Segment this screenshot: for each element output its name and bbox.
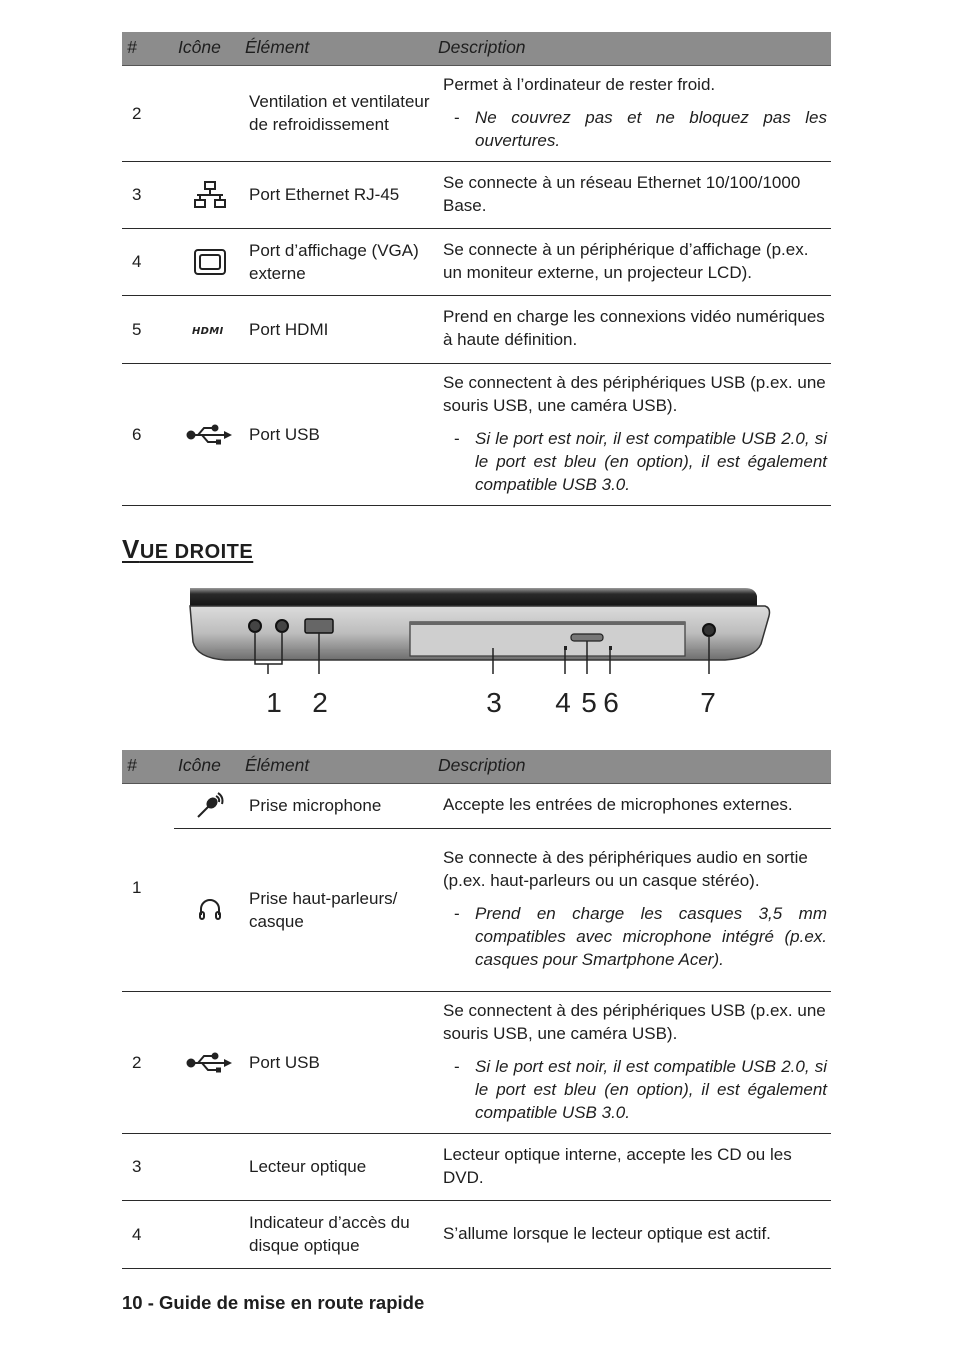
description-text: S’allume lorsque le lecteur optique est actif. [443,1223,771,1243]
row-icon [174,783,245,828]
row-description [438,1200,831,1268]
row-number: 3 [122,161,174,228]
row-number: 3 [122,1133,174,1200]
row-icon [174,295,245,363]
row-element: Port Ethernet RJ-45 [245,161,438,228]
table-row [122,991,831,1133]
callout-4: 4 [555,687,571,718]
row-description [438,828,831,991]
row-description [438,228,831,295]
description-note: - Si le port est noir, il est compatible USB 2.0, si le port est bleu (en option), il est également compatible USB 3.0. [454,428,827,494]
row-description [438,65,831,161]
page-footer: 10 - Guide de mise en route rapide [122,1292,425,1313]
laptop-right-side-figure [185,582,775,722]
table-row [122,295,831,363]
table-header-row [122,750,831,783]
callout-numbers [266,687,716,718]
description-text: Se connectent à des périphériques USB (p.ex. une souris USB, une caméra USB). [443,1000,826,1043]
description-note: - Ne couvrez pas et ne bloquez pas les ouvertures. [454,107,827,150]
description-text: Prend en charge les connexions vidéo numériques à haute définition. [443,307,825,349]
row-element: Port HDMI [245,295,438,363]
svg-text:HDMI: HDMI [191,326,224,337]
row-element: Port d’affichage (VGA) externe [245,228,438,295]
usb-icon [186,1052,234,1074]
row-icon [174,991,245,1133]
row-element: Lecteur optique [245,1133,438,1200]
description-text: Se connecte à un réseau Ethernet 10/100/1000 Base. [443,172,801,215]
header-description: Description [438,32,831,65]
row-description [438,1133,831,1200]
note-text: Ne couvrez pas et ne bloquez pas les ouvertures. [475,107,827,150]
row-number: 5 [122,295,174,363]
table-row [122,828,831,991]
row-element: Indicateur d’accès du disque optique [245,1200,438,1268]
row-description [438,991,831,1133]
callout-7: 7 [700,687,716,718]
note-text: Prend en charge les casques 3,5 mm compatibles avec microphone intégré (p.ex. casques pour Smartphone Acer). [475,904,827,969]
row-number: 1 [122,783,174,991]
table-row [122,363,831,505]
row-icon [174,228,245,295]
table-row [122,228,831,295]
row-number: 4 [122,228,174,295]
header-description: Description [438,750,831,783]
row-icon [174,828,245,991]
description-text: Permet à l’ordinateur de rester froid. [443,74,716,94]
microphone-icon [195,792,225,820]
row-description [438,783,831,828]
row-icon-empty [174,1133,245,1200]
section-title-rest: UE DROITE [139,541,254,563]
header-element: Élément [245,750,438,783]
row-number: 6 [122,363,174,505]
description-text: Se connecte à un périphérique d’affichage (p.ex. un moniteur externe, un projecteur LCD). [443,239,809,282]
callout-2: 2 [312,687,328,718]
vga-icon [193,248,227,276]
description-note: - Prend en charge les casques 3,5 mm compatibles avec microphone intégré (p.ex. casques pour Smartphone Acer). [454,904,827,969]
headphones-icon [197,897,223,923]
table-row [122,1133,831,1200]
section-title-initial: V [122,534,140,564]
description-text: Accepte les entrées de microphones externes. [443,795,793,814]
row-icon [174,363,245,505]
section-title [122,534,253,565]
ports-table-2 [122,750,831,1269]
row-element: Port USB [245,991,438,1133]
row-icon-empty [174,1200,245,1268]
callout-3: 3 [486,687,502,718]
description-text: Se connecte à des périphériques audio en sortie (p.ex. haut-parleurs ou un casque stéréo). [443,848,808,890]
description-text: Se connectent à des périphériques USB (p.ex. une souris USB, une caméra USB). [443,372,826,415]
description-text: Lecteur optique interne, accepte les CD ou les DVD. [443,1144,792,1187]
row-description [438,363,831,505]
table-row [122,161,831,228]
row-icon-empty [174,65,245,161]
row-element: Ventilation et ventilateur de refroidissement [245,65,438,161]
header-number: # [122,750,174,783]
row-element: Port USB [245,363,438,505]
ports-table-1 [122,32,831,506]
callout-1: 1 [266,687,282,718]
note-text: Si le port est noir, il est compatible USB 2.0, si le port est bleu (en option), il est également compatible USB 3.0. [475,428,827,494]
description-note: - Si le port est noir, il est compatible USB 2.0, si le port est bleu (en option), il est également compatible USB 3.0. [454,1056,827,1122]
table-row [122,1200,831,1268]
row-description [438,295,831,363]
row-number: 2 [122,991,174,1133]
row-element: Prise microphone [245,783,438,828]
callout-5: 5 [581,687,597,718]
row-element: Prise haut-parleurs/ casque [245,828,438,991]
header-element: Élément [245,32,438,65]
row-icon [174,161,245,228]
ethernet-icon [193,180,227,210]
table-row [122,65,831,161]
header-icon: Icône [174,32,245,65]
callout-6: 6 [603,687,619,718]
table-row [122,783,831,828]
header-number: # [122,32,174,65]
header-icon: Icône [174,750,245,783]
row-description [438,161,831,228]
row-number: 4 [122,1200,174,1268]
row-number: 2 [122,65,174,161]
usb-icon [186,424,234,446]
note-text: Si le port est noir, il est compatible USB 2.0, si le port est bleu (en option), il est également compatible USB 3.0. [475,1056,827,1122]
hdmi-icon [191,324,229,336]
table-header-row [122,32,831,65]
